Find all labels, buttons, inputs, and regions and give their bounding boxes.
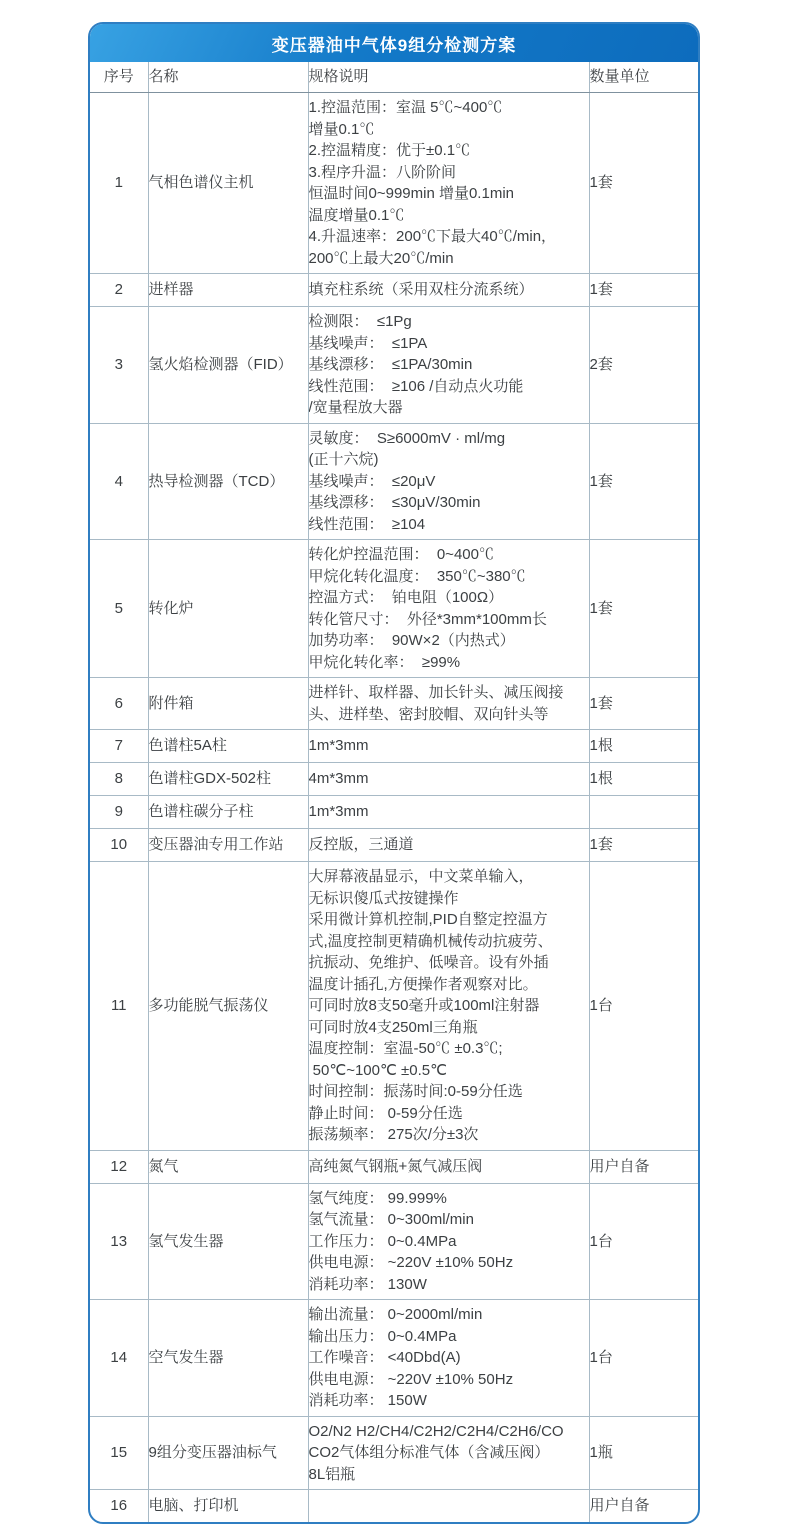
spec-line: 灵敏度： S≥6000mV · ml/mg	[308, 429, 506, 447]
spec-cell	[308, 1416, 589, 1490]
spec-line: 转化管尺寸： 外径*3mm*100mm长	[308, 610, 547, 628]
spec-line: 供电电源： ~220V ±10% 50Hz	[308, 1254, 514, 1271]
spec-line: 采用微计算机控制,PID自整定控温方	[308, 911, 548, 928]
spec-line: 基线漂移： ≤1PA/30min	[308, 356, 473, 373]
row-number-cell: 2	[90, 274, 148, 307]
table-row	[90, 1300, 698, 1417]
spec-line: 温度计插孔,方便操作者观察对比。	[308, 975, 538, 993]
item-name-cell: 热导检测器（TCD）	[148, 423, 308, 540]
spec-cell	[308, 1300, 589, 1417]
spec-line: 基线漂移： ≤30μV/30min	[308, 494, 481, 511]
qty-cell: 2套	[589, 307, 698, 424]
spec-line: 转化炉控温范围： 0~400℃	[308, 546, 494, 563]
spec-cell	[308, 730, 589, 763]
spec-line: 1m*3mm	[308, 803, 369, 821]
table-row	[90, 796, 698, 829]
row-number-cell: 5	[90, 540, 148, 678]
table-row	[90, 540, 698, 678]
item-name-cell: 氢气发生器	[148, 1183, 308, 1300]
table-row	[90, 274, 698, 307]
spec-line: 甲烷化转化温度： 350℃~380℃	[308, 567, 526, 585]
spec-line: 反控版，三通道	[308, 836, 414, 854]
column-header-qty: 数量单位	[589, 62, 698, 93]
spec-cell	[308, 540, 589, 678]
item-name-cell: 色谱柱5A柱	[148, 730, 308, 763]
column-header-spec: 规格说明	[308, 62, 589, 93]
spec-line: 甲烷化转化率： ≥99%	[308, 653, 461, 671]
row-number-cell: 13	[90, 1183, 148, 1300]
spec-cell	[308, 1490, 589, 1523]
spec-table	[90, 62, 698, 1522]
item-name-cell: 气相色谱仪主机	[148, 93, 308, 274]
qty-cell: 1台	[589, 1183, 698, 1300]
table-row	[90, 1490, 698, 1523]
qty-cell: 用户自备	[589, 1490, 698, 1523]
row-number-cell: 8	[90, 763, 148, 796]
spec-cell	[308, 829, 589, 862]
spec-line: 消耗功率： 150W	[308, 1392, 427, 1409]
spec-line: 式,温度控制更精确机械传动抗疲劳、	[308, 932, 553, 950]
spec-line: 3.程序升温：八阶阶间	[308, 163, 457, 181]
sheet-title: 变压器油中气体9组分检测方案	[271, 35, 517, 55]
spec-cell	[308, 93, 589, 274]
row-number-cell: 16	[90, 1490, 148, 1523]
item-name-cell: 多功能脱气振荡仪	[148, 862, 308, 1151]
spec-line: 检测限： ≤1Pg	[308, 313, 412, 330]
spec-line: 消耗功率： 130W	[308, 1275, 427, 1293]
spec-line: 线性范围： ≥106 /自动点火功能	[308, 377, 524, 395]
item-name-cell: 空气发生器	[148, 1300, 308, 1417]
spec-line: 无标识傻瓜式按键操作	[308, 889, 459, 907]
spec-line: 恒温时间0~999min 增量0.1min	[308, 185, 514, 202]
item-name-cell: 9组分变压器油标气	[148, 1416, 308, 1490]
spec-line: 温度增量0.1℃	[308, 206, 405, 224]
row-number-cell: 15	[90, 1416, 148, 1490]
row-number-cell: 9	[90, 796, 148, 829]
qty-cell: 1台	[589, 1300, 698, 1417]
table-row	[90, 678, 698, 730]
qty-cell: 1套	[589, 93, 698, 274]
item-name-cell: 进样器	[148, 274, 308, 307]
spec-line: 高纯氮气钢瓶+氮气减压阀	[308, 1157, 483, 1175]
spec-line: 加势功率： 90W×2（内热式）	[308, 632, 515, 649]
spec-line: 控温方式： 铂电阻（100Ω）	[308, 589, 504, 606]
spec-line: /宽量程放大器	[308, 399, 403, 416]
table-row	[90, 730, 698, 763]
spec-line: 静止时间： 0-59分任选	[308, 1104, 463, 1122]
qty-cell: 1套	[589, 274, 698, 307]
spec-line: 氢气流量： 0~300ml/min	[308, 1211, 474, 1228]
table-row	[90, 1150, 698, 1183]
spec-cell	[308, 307, 589, 424]
item-name-cell: 附件箱	[148, 678, 308, 730]
spec-line: 可同时放8支50毫升或100ml注射器	[308, 997, 540, 1014]
spec-cell	[308, 423, 589, 540]
qty-cell: 1根	[589, 730, 698, 763]
spec-line: 1.控温范围：室温 5℃~400℃	[308, 99, 503, 116]
row-number-cell: 7	[90, 730, 148, 763]
spec-sheet-card	[88, 22, 700, 1524]
item-name-cell: 氢火焰检测器（FID）	[148, 307, 308, 424]
qty-cell: 1台	[589, 862, 698, 1151]
row-number-cell: 4	[90, 423, 148, 540]
spec-table-body	[90, 62, 698, 1522]
spec-cell	[308, 862, 589, 1151]
row-number-cell: 11	[90, 862, 148, 1151]
spec-line: 温度控制：室温-50℃ ±0.3℃;	[308, 1040, 503, 1057]
spec-line: 4.升温速率：200℃下最大40℃/min，	[308, 228, 557, 245]
spec-line: 200℃上最大20℃/min	[308, 249, 454, 267]
table-row	[90, 1183, 698, 1300]
spec-line: 50℃~100℃ ±0.5℃	[308, 1061, 447, 1079]
spec-line: 输出流量： 0~2000ml/min	[308, 1306, 483, 1323]
spec-line: 大屏幕液晶显示，中文菜单输入，	[308, 868, 534, 885]
table-row	[90, 763, 698, 796]
qty-cell: 1套	[589, 540, 698, 678]
qty-cell: 1套	[589, 678, 698, 730]
spec-line: 8L铝瓶	[308, 1465, 356, 1483]
spec-line: 4m*3mm	[308, 770, 369, 788]
spec-line: 可同时放4支250ml三角瓶	[308, 1018, 478, 1036]
row-number-cell: 3	[90, 307, 148, 424]
qty-cell: 1根	[589, 763, 698, 796]
row-number-cell: 12	[90, 1150, 148, 1183]
spec-line: (正十六烷)	[308, 451, 379, 468]
table-row	[90, 829, 698, 862]
spec-line: 抗振动、免维护、低噪音。设有外插	[308, 954, 549, 971]
table-row	[90, 307, 698, 424]
spec-cell	[308, 678, 589, 730]
spec-line: 进样针、取样器、加长针头、减压阀接头、进样垫、密封胶帽、双向针头等	[308, 684, 564, 723]
spec-cell	[308, 763, 589, 796]
table-header-row	[90, 62, 698, 93]
spec-line: 输出压力： 0~0.4MPa	[308, 1327, 457, 1345]
item-name-cell: 色谱柱GDX-502柱	[148, 763, 308, 796]
spec-line: 1m*3mm	[308, 737, 369, 755]
spec-line: 氢气纯度： 99.999%	[308, 1189, 447, 1207]
qty-cell: 1瓶	[589, 1416, 698, 1490]
column-header-no: 序号	[90, 62, 148, 93]
spec-line: 填充柱系统（采用双柱分流系统）	[308, 281, 534, 299]
row-number-cell: 6	[90, 678, 148, 730]
qty-cell: 用户自备	[589, 1150, 698, 1183]
spec-line: 基线噪声： ≤1PA	[308, 334, 428, 352]
item-name-cell: 氮气	[148, 1150, 308, 1183]
item-name-cell: 变压器油专用工作站	[148, 829, 308, 862]
spec-line: 增量0.1℃	[308, 120, 375, 138]
spec-line: 工作噪音： <40Dbd(A)	[308, 1349, 461, 1366]
spec-line: 供电电源： ~220V ±10% 50Hz	[308, 1370, 514, 1388]
spec-line: 振荡频率： 275次/分±3次	[308, 1126, 479, 1143]
sheet-title-bar	[90, 24, 698, 62]
spec-line: O2/N2 H2/CH4/C2H2/C2H4/C2H6/CO	[308, 1422, 564, 1440]
spec-cell	[308, 796, 589, 829]
spec-line: 2.控温精度：优于±0.1℃	[308, 142, 471, 159]
spec-line: 线性范围： ≥104	[308, 515, 426, 533]
qty-cell: 1套	[589, 829, 698, 862]
table-row	[90, 1416, 698, 1490]
row-number-cell: 14	[90, 1300, 148, 1417]
table-row	[90, 423, 698, 540]
row-number-cell: 10	[90, 829, 148, 862]
spec-line: 基线噪声： ≤20μV	[308, 472, 436, 490]
qty-cell: 1套	[589, 423, 698, 540]
item-name-cell: 转化炉	[148, 540, 308, 678]
item-name-cell: 电脑、打印机	[148, 1490, 308, 1523]
table-row	[90, 93, 698, 274]
item-name-cell: 色谱柱碳分子柱	[148, 796, 308, 829]
spec-line: CO2气体组分标准气体（含减压阀）	[308, 1444, 550, 1461]
table-row	[90, 862, 698, 1151]
spec-line: 时间控制：振荡时间:0-59分任选	[308, 1083, 523, 1100]
spec-cell	[308, 1150, 589, 1183]
spec-cell	[308, 1183, 589, 1300]
spec-line: 工作压力： 0~0.4MPa	[308, 1232, 457, 1250]
spec-cell	[308, 274, 589, 307]
row-number-cell: 1	[90, 93, 148, 274]
column-header-name: 名称	[148, 62, 308, 93]
qty-cell	[589, 796, 698, 829]
